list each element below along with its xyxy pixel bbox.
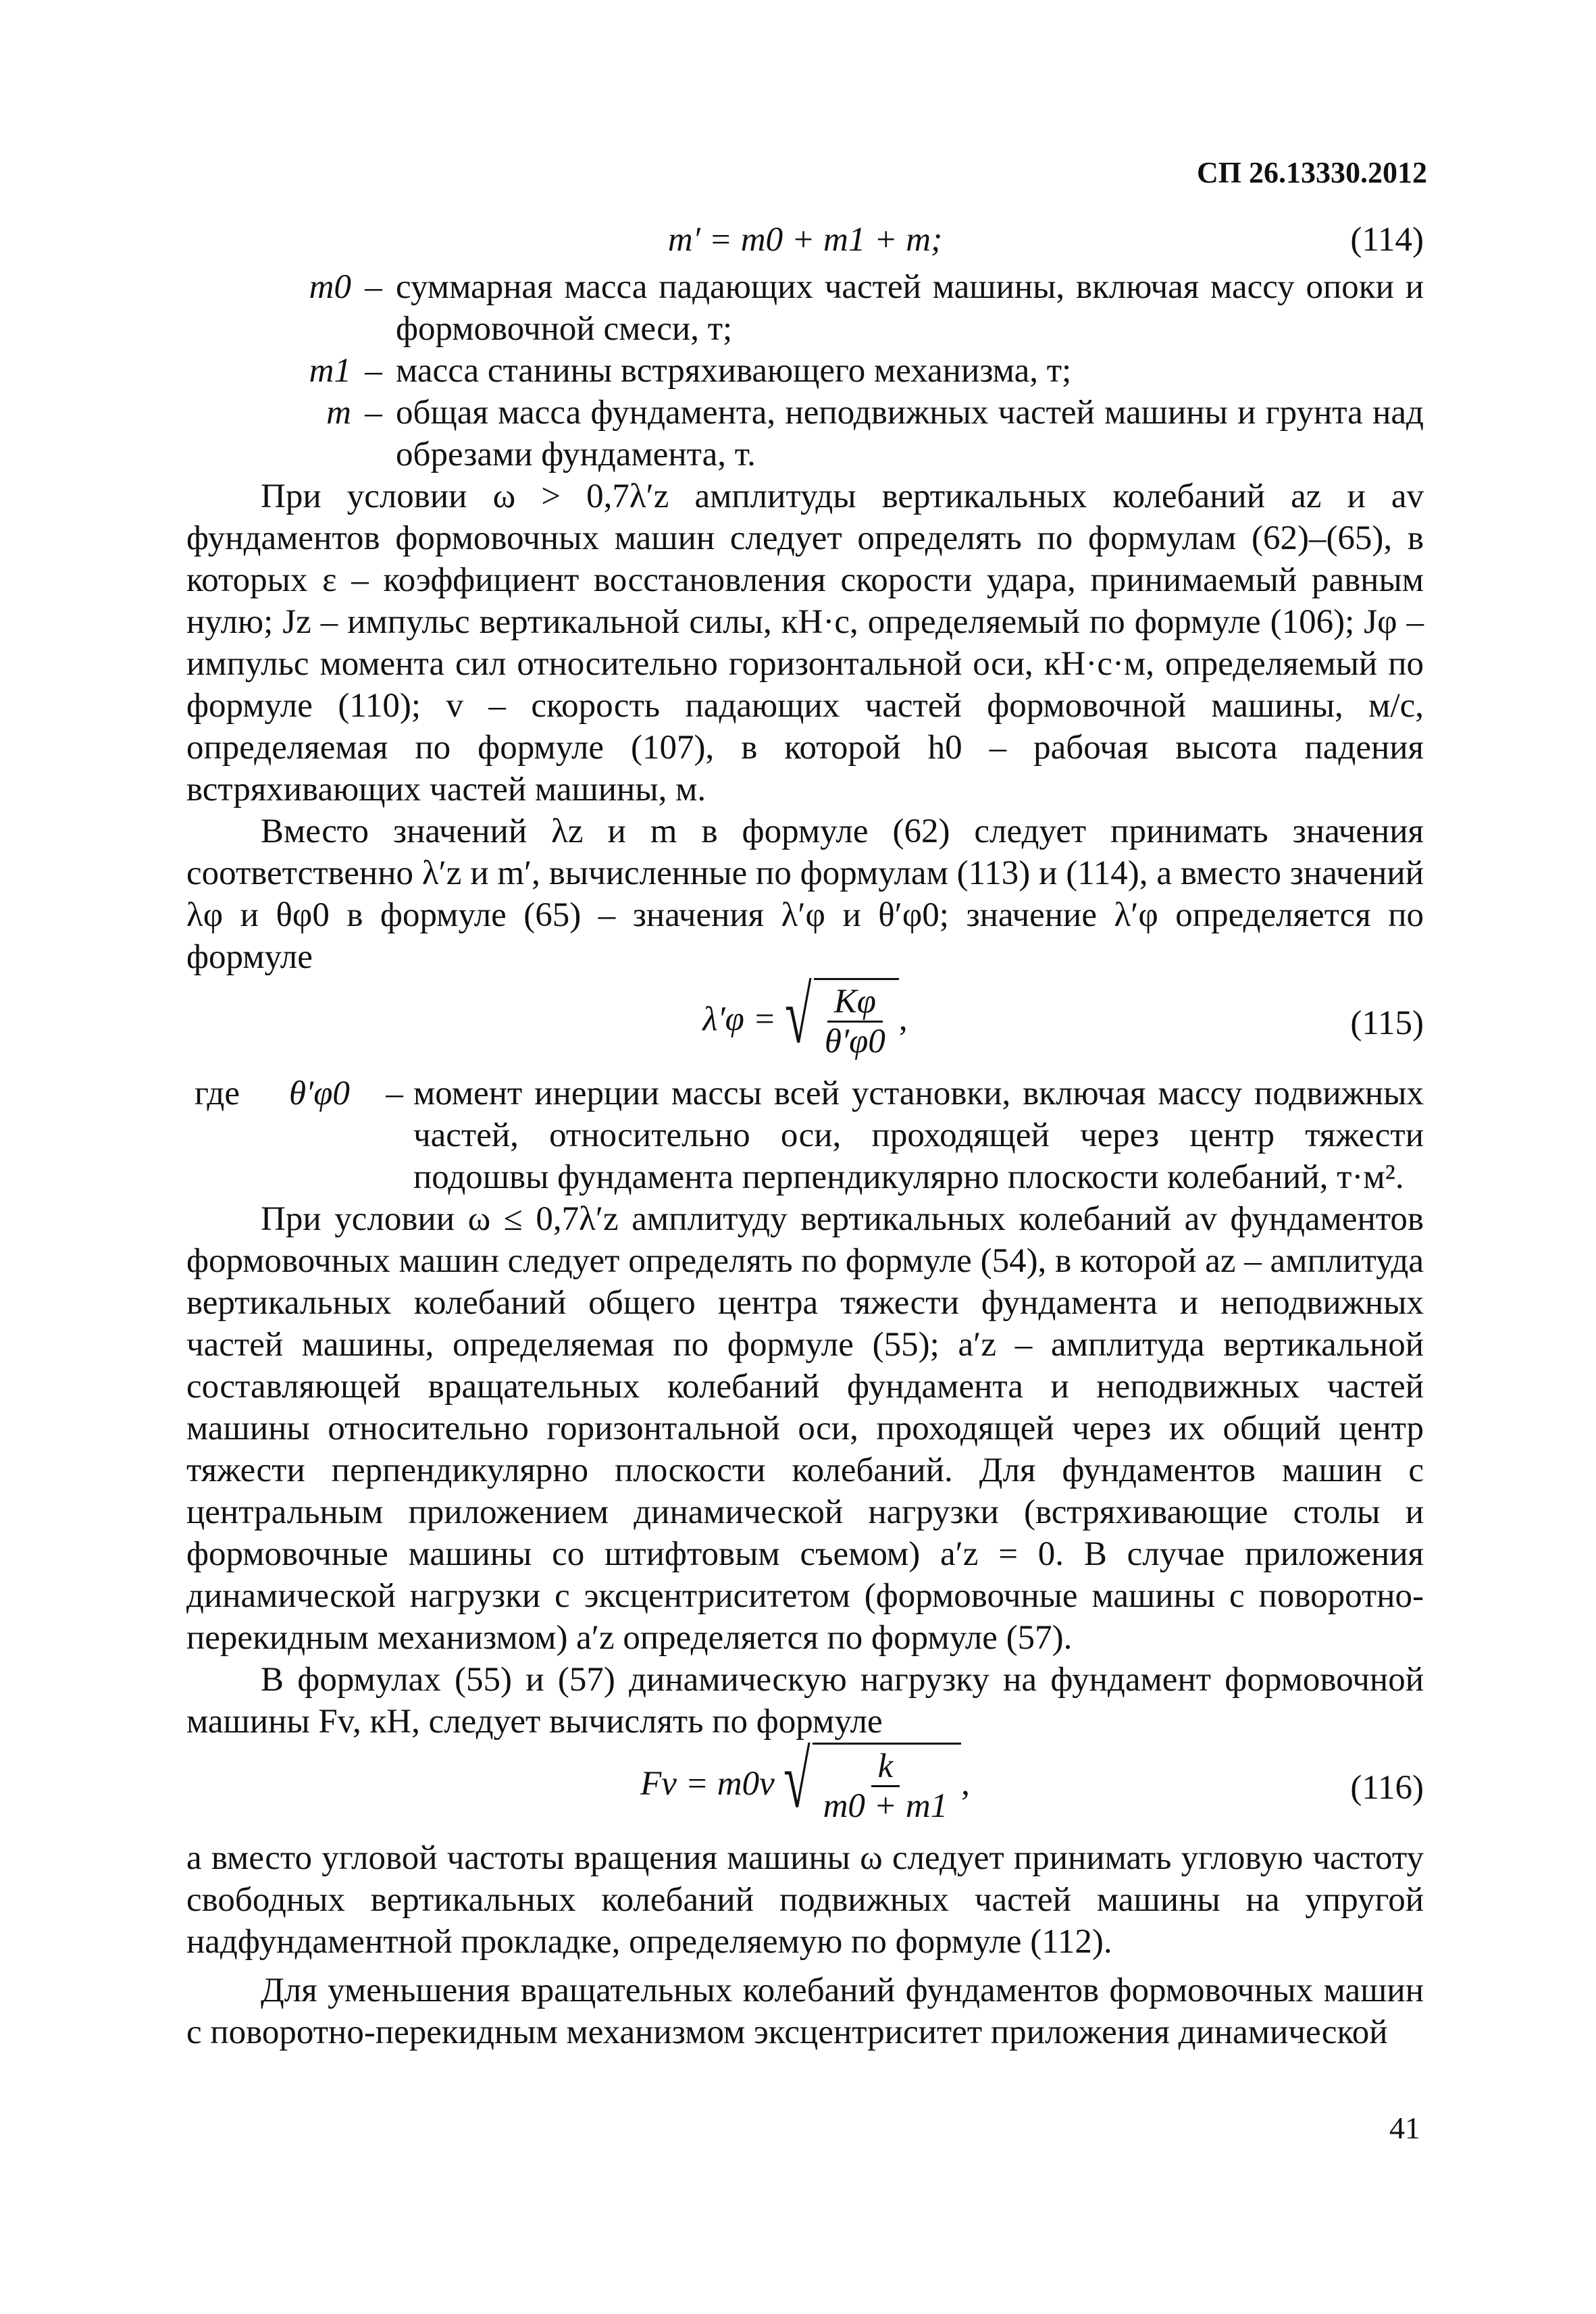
equation-114 bbox=[186, 215, 1424, 266]
radical-icon: √ bbox=[783, 1734, 810, 1824]
equation-115-denominator: θ′φ0 bbox=[824, 1023, 885, 1060]
document-body bbox=[186, 215, 1424, 2053]
paragraph-reduce-rotation: Для уменьшения вращательных колебаний фундаментов формовочных машин с поворотно-перекидным механизмом эксцентриситет приложения динамической bbox=[186, 1972, 1424, 2051]
definition-text: суммарная масса падающих частей машины, включая массу опоки и формовочной смеси, т; bbox=[396, 268, 1424, 348]
equation-114-formula: m′ = m0 + m1 + m; bbox=[667, 221, 943, 259]
definition-text: момент инерции массы всей установки, включая массу подвижных частей, относительно оси, проходящей через центр тяжести подошвы фундамента перпендикулярно плоскости колебаний, т·м². bbox=[413, 1075, 1424, 1196]
definition-text: масса станины встряхивающего механизма, т; bbox=[396, 352, 1072, 390]
definition-item bbox=[186, 392, 1424, 475]
definition-where: где bbox=[195, 1075, 240, 1112]
equation-115-lhs: λ′φ = bbox=[702, 1000, 777, 1038]
paragraph-conditions-high: При условии ω > 0,7λ′z амплитуды вертикальных колебаний az и av фундаментов формовочных машин следует определять по формулам (62)–(65), в которых ε – коэффициент восстановления скорости удара, принимаемый равным нулю; Jz – импульс вертикальной силы, кН·с, определяемый по формуле (106); Jφ – импульс момента сил относительно горизонтальной оси, кН·с·м, определяемый по формуле (110); v – скорость падающих частей формовочной машины, м/с, определяемая по формуле (107), в которой h0 – рабочая высота падения встряхивающих частей машины, м. bbox=[186, 478, 1424, 808]
equation-116 bbox=[186, 1734, 1424, 1837]
definition-item bbox=[186, 350, 1424, 392]
paragraph-angular-frequency: а вместо угловой частоты вращения машины ω следует принимать угловую частоту свободных вертикальных колебаний подвижных частей машины на упругой надфундаментной прокладке, определяемую по формуле (112). bbox=[186, 1839, 1424, 1961]
equation-115-numerator: Kφ bbox=[827, 983, 883, 1023]
definition-symbol: m1 bbox=[309, 352, 351, 390]
equation-114-number: (114) bbox=[1350, 221, 1424, 259]
paragraph-conditions-low: При условии ω ≤ 0,7λ′z амплитуду вертикальных колебаний av фундаментов формовочных машин следует определять по формуле (54), в которой az – амплитуда вертикальных колебаний общего центра тяжести фундамента и неподвижных частей машины, определяемая по формуле (55); a′z – амплитуда вертикальной составляющей вращательных колебаний фундамента и неподвижных частей машины относительно горизонтальной оси, проходящей через их общий центр тяжести перпендикулярно плоскости колебаний. Для фундаментов машин с центральным приложением динамической нагрузки (встряхивающие столы и формовочные машины со штифтовым съемом) a′z = 0. В случае приложения динамической нагрузки с эксцентриситетом (формовочные машины с поворотно-перекидным механизмом) a′z определяется по формуле (57). bbox=[186, 1200, 1424, 1657]
definition-symbol: θ′φ0 bbox=[289, 1075, 350, 1112]
equation-116-lhs: Fv = m0v bbox=[640, 1765, 775, 1803]
fraction bbox=[818, 983, 892, 1060]
definition-symbol: m bbox=[326, 394, 351, 432]
sqrt-sign bbox=[776, 970, 899, 1060]
definitions-114 bbox=[186, 266, 1424, 475]
fraction bbox=[817, 1747, 955, 1825]
definition-item bbox=[186, 266, 1424, 350]
equation-115-tail: , bbox=[898, 1000, 908, 1038]
equation-116-number: (116) bbox=[1350, 1769, 1424, 1807]
paragraph-substitution: Вместо значений λz и m в формуле (62) следует принимать значения соответственно λ′z и m′, вычисленные по формулам (113) и (114), а вместо значений λφ и θφ0 в формуле (65) – значения λ′φ и θ′φ0; значение λ′φ определяется по формуле bbox=[186, 813, 1424, 976]
definition-dash: – bbox=[365, 352, 382, 390]
equation-116-denominator: m0 + m1 bbox=[823, 1787, 948, 1825]
equation-116-tail: , bbox=[961, 1765, 970, 1803]
definition-dash: – bbox=[365, 268, 382, 306]
definition-115 bbox=[186, 1073, 1424, 1198]
page-number: 41 bbox=[1389, 2111, 1420, 2145]
equation-116-numerator: k bbox=[871, 1747, 900, 1787]
definition-symbol: m0 bbox=[309, 268, 351, 306]
sqrt-sign bbox=[775, 1734, 961, 1825]
definition-text: общая масса фундамента, неподвижных частей машины и грунта над обрезами фундамента, т. bbox=[396, 394, 1424, 473]
definition-dash: – bbox=[365, 394, 382, 432]
equation-116-formula bbox=[640, 1734, 970, 1825]
doc-code-header: СП 26.13330.2012 bbox=[1197, 156, 1427, 189]
paragraph-dynamic-load: В формулах (55) и (57) динамическую нагрузку на фундамент формовочной машины Fv, кН, следует вычислять по формуле bbox=[186, 1661, 1424, 1741]
equation-115-formula bbox=[702, 970, 908, 1060]
equation-115 bbox=[186, 970, 1424, 1073]
equation-115-number: (115) bbox=[1350, 1004, 1424, 1042]
radical-icon: √ bbox=[785, 970, 812, 1060]
definition-dash: – bbox=[386, 1075, 403, 1112]
